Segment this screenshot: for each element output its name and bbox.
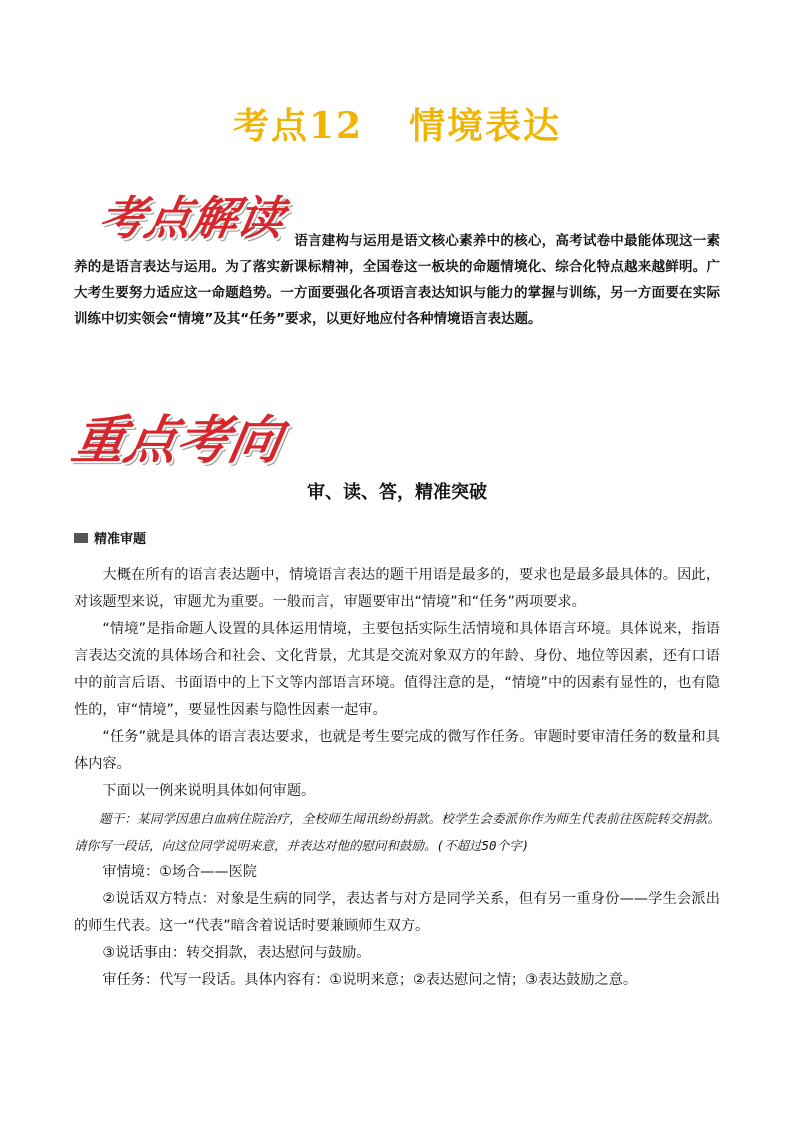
analysis-item: ②说话双方特点：对象是生病的同学，表达者与对方是同学关系，但有另一重身份——学生会派出的师生代表。这一“代表”暗含着说话时要兼顾师生双方。	[74, 891, 720, 934]
paragraph: 下面以一例来说明具体如何审题。	[102, 783, 316, 799]
section-subtitle: 审、读、答，精准突破	[307, 482, 487, 503]
intro-text: 语言建构与运用是语文核心素养中的核心，高考试卷中最能体现这一素养的是语言表达与运用。为了落实新课标精神，全国卷这一板块的命题情境化、综合化特点越来越鲜明。广大考生要努力适应这一命题趋势。一方面要强化各项语言表达知识与能力的掌握与训练，另一方面要在实际训练中切实领会“情境”及其“任务”要求，以更好地应付各种情境语言表达题。	[74, 233, 720, 327]
section-marker	[74, 533, 88, 543]
title-topic-name: 情境表达	[409, 105, 562, 147]
paragraph: “任务”就是具体的语言表达要求，也就是考生要完成的微写作任务。审题时要审清任务的数量和具体内容。	[74, 729, 720, 772]
banner-focus: 重点考向	[67, 410, 287, 471]
analysis-item: 审情境：①场合——医院	[102, 864, 257, 880]
paragraph: 大概在所有的语言表达题中，情境语言表达的题干用语是最多的，要求也是最多最具体的。因此，对该题型来说，审题尤为重要。一般而言，审题要审出“情境”和“任务”两项要求。	[74, 567, 720, 610]
example-question: 题干：某同学因患白血病住院治疗，全校师生闻讯纷纷捐款。校学生会委派你作为师生代表前往医院转交捐款。请你写一段话，向这位同学说明来意，并表达对他的慰问和鼓励。(不超过50个字)	[74, 811, 720, 853]
section-heading-label: 精准审题	[94, 532, 147, 547]
analysis-item: ③说话事由：转交捐款，表达慰问与鼓励。	[102, 945, 371, 961]
paragraph: “情境”是指命题人设置的具体运用情境，主要包括实际生活情境和具体语言环境。具体说来，指语言表达交流的具体场合和社会、文化背景，尤其是交流对象双方的年龄、身份、地位等因素，还有口语中的前言后语、书面语中的上下文等内部语言环境。值得注意的是，“情境”中的因素有显性的，也有隐性的，审“情境”，要显性因素与隐性因素一起审。	[74, 621, 720, 718]
body-text	[74, 562, 720, 994]
analysis-item: 审任务：代写一段话。具体内容有：①说明来意；②表达慰问之情；③表达鼓励之意。	[102, 972, 638, 988]
page-title	[0, 98, 794, 149]
banner-interpretation: 考点解读	[94, 191, 289, 245]
intro-paragraph	[74, 228, 720, 332]
title-topic-number: 考点12	[232, 105, 364, 147]
section-heading	[74, 528, 146, 547]
